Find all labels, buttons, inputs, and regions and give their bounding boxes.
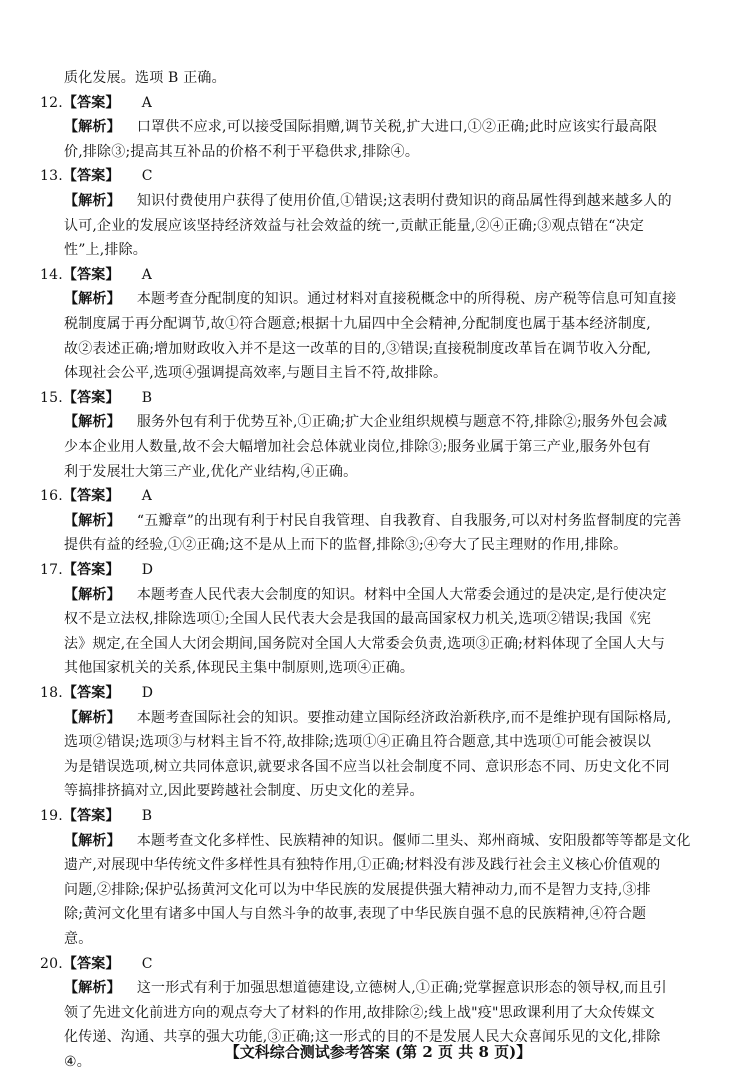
explanation-line bbox=[64, 115, 657, 139]
explanation-text: 本题考查人民代表大会制度的知识。材料中全国人大常委会通过的是决定,是行使决定 bbox=[136, 587, 667, 603]
question-number: 19. bbox=[40, 808, 63, 824]
explanation-line bbox=[64, 214, 644, 238]
answer-label: 【答案】 bbox=[62, 267, 120, 283]
answer-label: 【答案】 bbox=[62, 488, 120, 504]
explanation-text: 价,排除③;提高其互补品的价格不利于平稳供求,排除④。 bbox=[64, 144, 420, 160]
explanation-text: 法》规定,在全国人大闭会期间,国务院对全国人大常委会负责,选项③正确;材料体现了全国人大与 bbox=[64, 636, 666, 652]
answer-value: D bbox=[141, 685, 154, 701]
explanation-text: 故②表述正确;增加财政收入并不是这一改革的目的,③错误;直接税制度改革旨在调节收入分配, bbox=[64, 341, 652, 357]
answer-line bbox=[40, 558, 153, 582]
explanation-text: 权不是立法权,排除选项①;全国人民代表大会是我国的最高国家权力机关,选项②错误;我国《宪 bbox=[64, 611, 652, 627]
answer-line bbox=[40, 386, 152, 410]
explanation-text: 税制度属于再分配调节,故①符合题意;根据十九届四中全会精神,分配制度也属于基本经济制度, bbox=[64, 316, 651, 332]
explanation-text: ④。 bbox=[64, 1054, 91, 1070]
paragraph-text: 质化发展。选项 B 正确。 bbox=[64, 70, 226, 86]
explanation-text: 认可,企业的发展应该坚持经济效益与社会效益的统一,贡献正能量,②④正确;③观点错在“决定 bbox=[64, 218, 645, 234]
explanation-line bbox=[64, 509, 682, 533]
explanation-text: 体现社会公平,选项④强调提高效率,与题目主旨不符,故排除。 bbox=[64, 365, 448, 381]
explanation-text: 除;黄河文化里有诸多中国人与自然斗争的故事,表现了中华民族自强不息的民族精神,④符合题 bbox=[64, 906, 647, 922]
explanation-line bbox=[64, 755, 670, 779]
explanation-text: 问题,②排除;保护弘扬黄河文化可以为中华民族的发展提供强大精神动力,而不是智力支持,③排 bbox=[64, 882, 651, 898]
explanation-label: 【解析】 bbox=[64, 119, 121, 135]
answer-label: 【答案】 bbox=[62, 95, 120, 111]
explanation-text: 少本企业用人数量,故不会大幅增加社会总体就业岗位,排除③;服务业属于第三产业,服务外包有 bbox=[64, 439, 651, 455]
answer-line bbox=[40, 91, 152, 115]
explanation-line bbox=[64, 730, 651, 754]
explanation-text: 选项②错误;选项③与材料主旨不符,故排除;选项①④正确且符合题意,其中选项①可能会被误以 bbox=[64, 734, 652, 750]
explanation-line bbox=[64, 140, 419, 164]
explanation-label: 【解析】 bbox=[64, 291, 121, 307]
answer-label: 【答案】 bbox=[62, 168, 120, 184]
explanation-line bbox=[64, 361, 447, 385]
explanation-text: 性”上,排除。 bbox=[64, 242, 148, 258]
explanation-text: 其他国家机关的关系,体现民主集中制原则,选项④正确。 bbox=[64, 660, 415, 676]
answer-value: D bbox=[141, 562, 154, 578]
explanation-line bbox=[64, 238, 147, 262]
explanation-line bbox=[64, 902, 646, 926]
explanation-line bbox=[64, 829, 691, 853]
explanation-line bbox=[64, 337, 651, 361]
explanation-line bbox=[64, 410, 667, 434]
explanation-text: 本题考查国际社会的知识。要推动建立国际经济政治新秩序,而不是维护现有国际格局, bbox=[136, 710, 672, 726]
page-footer: 【文科综合测试参考答案 (第 2 页 共 8 页)】 bbox=[224, 1043, 532, 1061]
question-number: 15. bbox=[40, 390, 63, 406]
answer-label: 【答案】 bbox=[62, 808, 120, 824]
answer-label: 【答案】 bbox=[62, 390, 120, 406]
answer-line bbox=[40, 164, 153, 188]
explanation-line bbox=[64, 927, 92, 951]
explanation-text: 本题考查文化多样性、民族精神的知识。偃师二里头、郑州商城、安阳殷都等等都是文化 bbox=[136, 833, 691, 849]
explanation-text: 知识付费使用户获得了使用价值,①错误;这表明付费知识的商品属性得到越来越多人的 bbox=[136, 193, 672, 209]
answer-value: A bbox=[141, 488, 152, 504]
explanation-text: 为是错误选项,树立共同体意识,就要求各国不应当以社会制度不同、意识形态不同、历史文化不同 bbox=[64, 759, 670, 775]
explanation-line bbox=[64, 779, 424, 803]
explanation-label: 【解析】 bbox=[64, 587, 121, 603]
explanation-line bbox=[64, 583, 667, 607]
answer-line bbox=[40, 952, 153, 976]
question-number: 14. bbox=[40, 267, 63, 283]
explanation-text: 口罩供不应求,可以接受国际捐赠,调节关税,扩大进口,①②正确;此时应该实行最高限 bbox=[136, 119, 658, 135]
explanation-line bbox=[64, 435, 651, 459]
explanation-text: 提供有益的经验,①②正确;这不是从上而下的监督,排除③;④夸大了民主理财的作用,排除。 bbox=[64, 537, 628, 553]
explanation-line bbox=[64, 878, 651, 902]
answer-value: C bbox=[141, 168, 153, 184]
answer-line bbox=[40, 263, 152, 287]
question-number: 18. bbox=[40, 685, 63, 701]
answer-value: B bbox=[141, 808, 153, 824]
explanation-line bbox=[64, 460, 357, 484]
answer-label: 【答案】 bbox=[62, 562, 120, 578]
explanation-line bbox=[64, 1001, 655, 1025]
explanation-label: 【解析】 bbox=[64, 513, 121, 529]
explanation-label: 【解析】 bbox=[64, 980, 121, 996]
explanation-line bbox=[64, 976, 667, 1000]
answer-value: C bbox=[141, 956, 153, 972]
question-number: 16. bbox=[40, 488, 63, 504]
question-number: 12. bbox=[40, 95, 63, 111]
explanation-text: 这一形式有利于加强思想道德建设,立德树人,①正确;党掌握意识形态的领导权,而且引 bbox=[136, 980, 667, 996]
explanation-line bbox=[64, 706, 672, 730]
explanation-text: 遗产,对展现中华传统文件多样性具有独特作用,①正确;材料没有涉及践行社会主义核心价值观的 bbox=[64, 857, 661, 873]
explanation-line bbox=[64, 607, 651, 631]
explanation-text: 利于发展壮大第三产业,优化产业结构,④正确。 bbox=[64, 464, 358, 480]
answer-value: B bbox=[141, 390, 153, 406]
explanation-label: 【解析】 bbox=[64, 193, 121, 209]
explanation-text: 本题考查分配制度的知识。通过材料对直接税概念中的所得税、房产税等信息可知直接 bbox=[136, 291, 677, 307]
explanation-line bbox=[64, 312, 651, 336]
question-number: 13. bbox=[40, 168, 63, 184]
answer-value: A bbox=[141, 267, 152, 283]
explanation-line bbox=[64, 533, 627, 557]
explanation-line bbox=[64, 632, 665, 656]
answer-label: 【答案】 bbox=[62, 956, 120, 972]
explanation-line bbox=[64, 656, 414, 680]
answer-line bbox=[40, 681, 153, 705]
explanation-text: 化传递、沟通、共享的强大功能,③正确;这一形式的目的不是发展人民大众喜闻乐见的文化,排除 bbox=[64, 1029, 661, 1045]
explanation-line bbox=[64, 189, 672, 213]
answer-value: A bbox=[141, 95, 152, 111]
explanation-text: 意。 bbox=[64, 931, 93, 947]
answer-label: 【答案】 bbox=[62, 685, 120, 701]
explanation-text: 领了先进文化前进方向的观点夸大了材料的作用,故排除②;线上战"疫"思政课利用了大众传媒文 bbox=[64, 1005, 655, 1021]
answer-line bbox=[40, 484, 152, 508]
question-number: 17. bbox=[40, 562, 63, 578]
explanation-text: “五瓣章”的出现有利于村民自我管理、自我教育、自我服务,可以对村务监督制度的完善 bbox=[136, 513, 682, 529]
explanation-label: 【解析】 bbox=[64, 710, 121, 726]
explanation-label: 【解析】 bbox=[64, 414, 121, 430]
explanation-line bbox=[64, 853, 660, 877]
explanation-text: 等搞排挤搞对立,因此要跨越社会制度、历史文化的差异。 bbox=[64, 783, 424, 799]
explanation-text: 服务外包有利于优势互补,①正确;扩大企业组织规模与题意不符,排除②;服务外包会减 bbox=[136, 414, 668, 430]
intro-line bbox=[64, 66, 226, 90]
explanation-line bbox=[64, 287, 676, 311]
question-number: 20. bbox=[40, 956, 63, 972]
explanation-label: 【解析】 bbox=[64, 833, 121, 849]
answer-line bbox=[40, 804, 152, 828]
